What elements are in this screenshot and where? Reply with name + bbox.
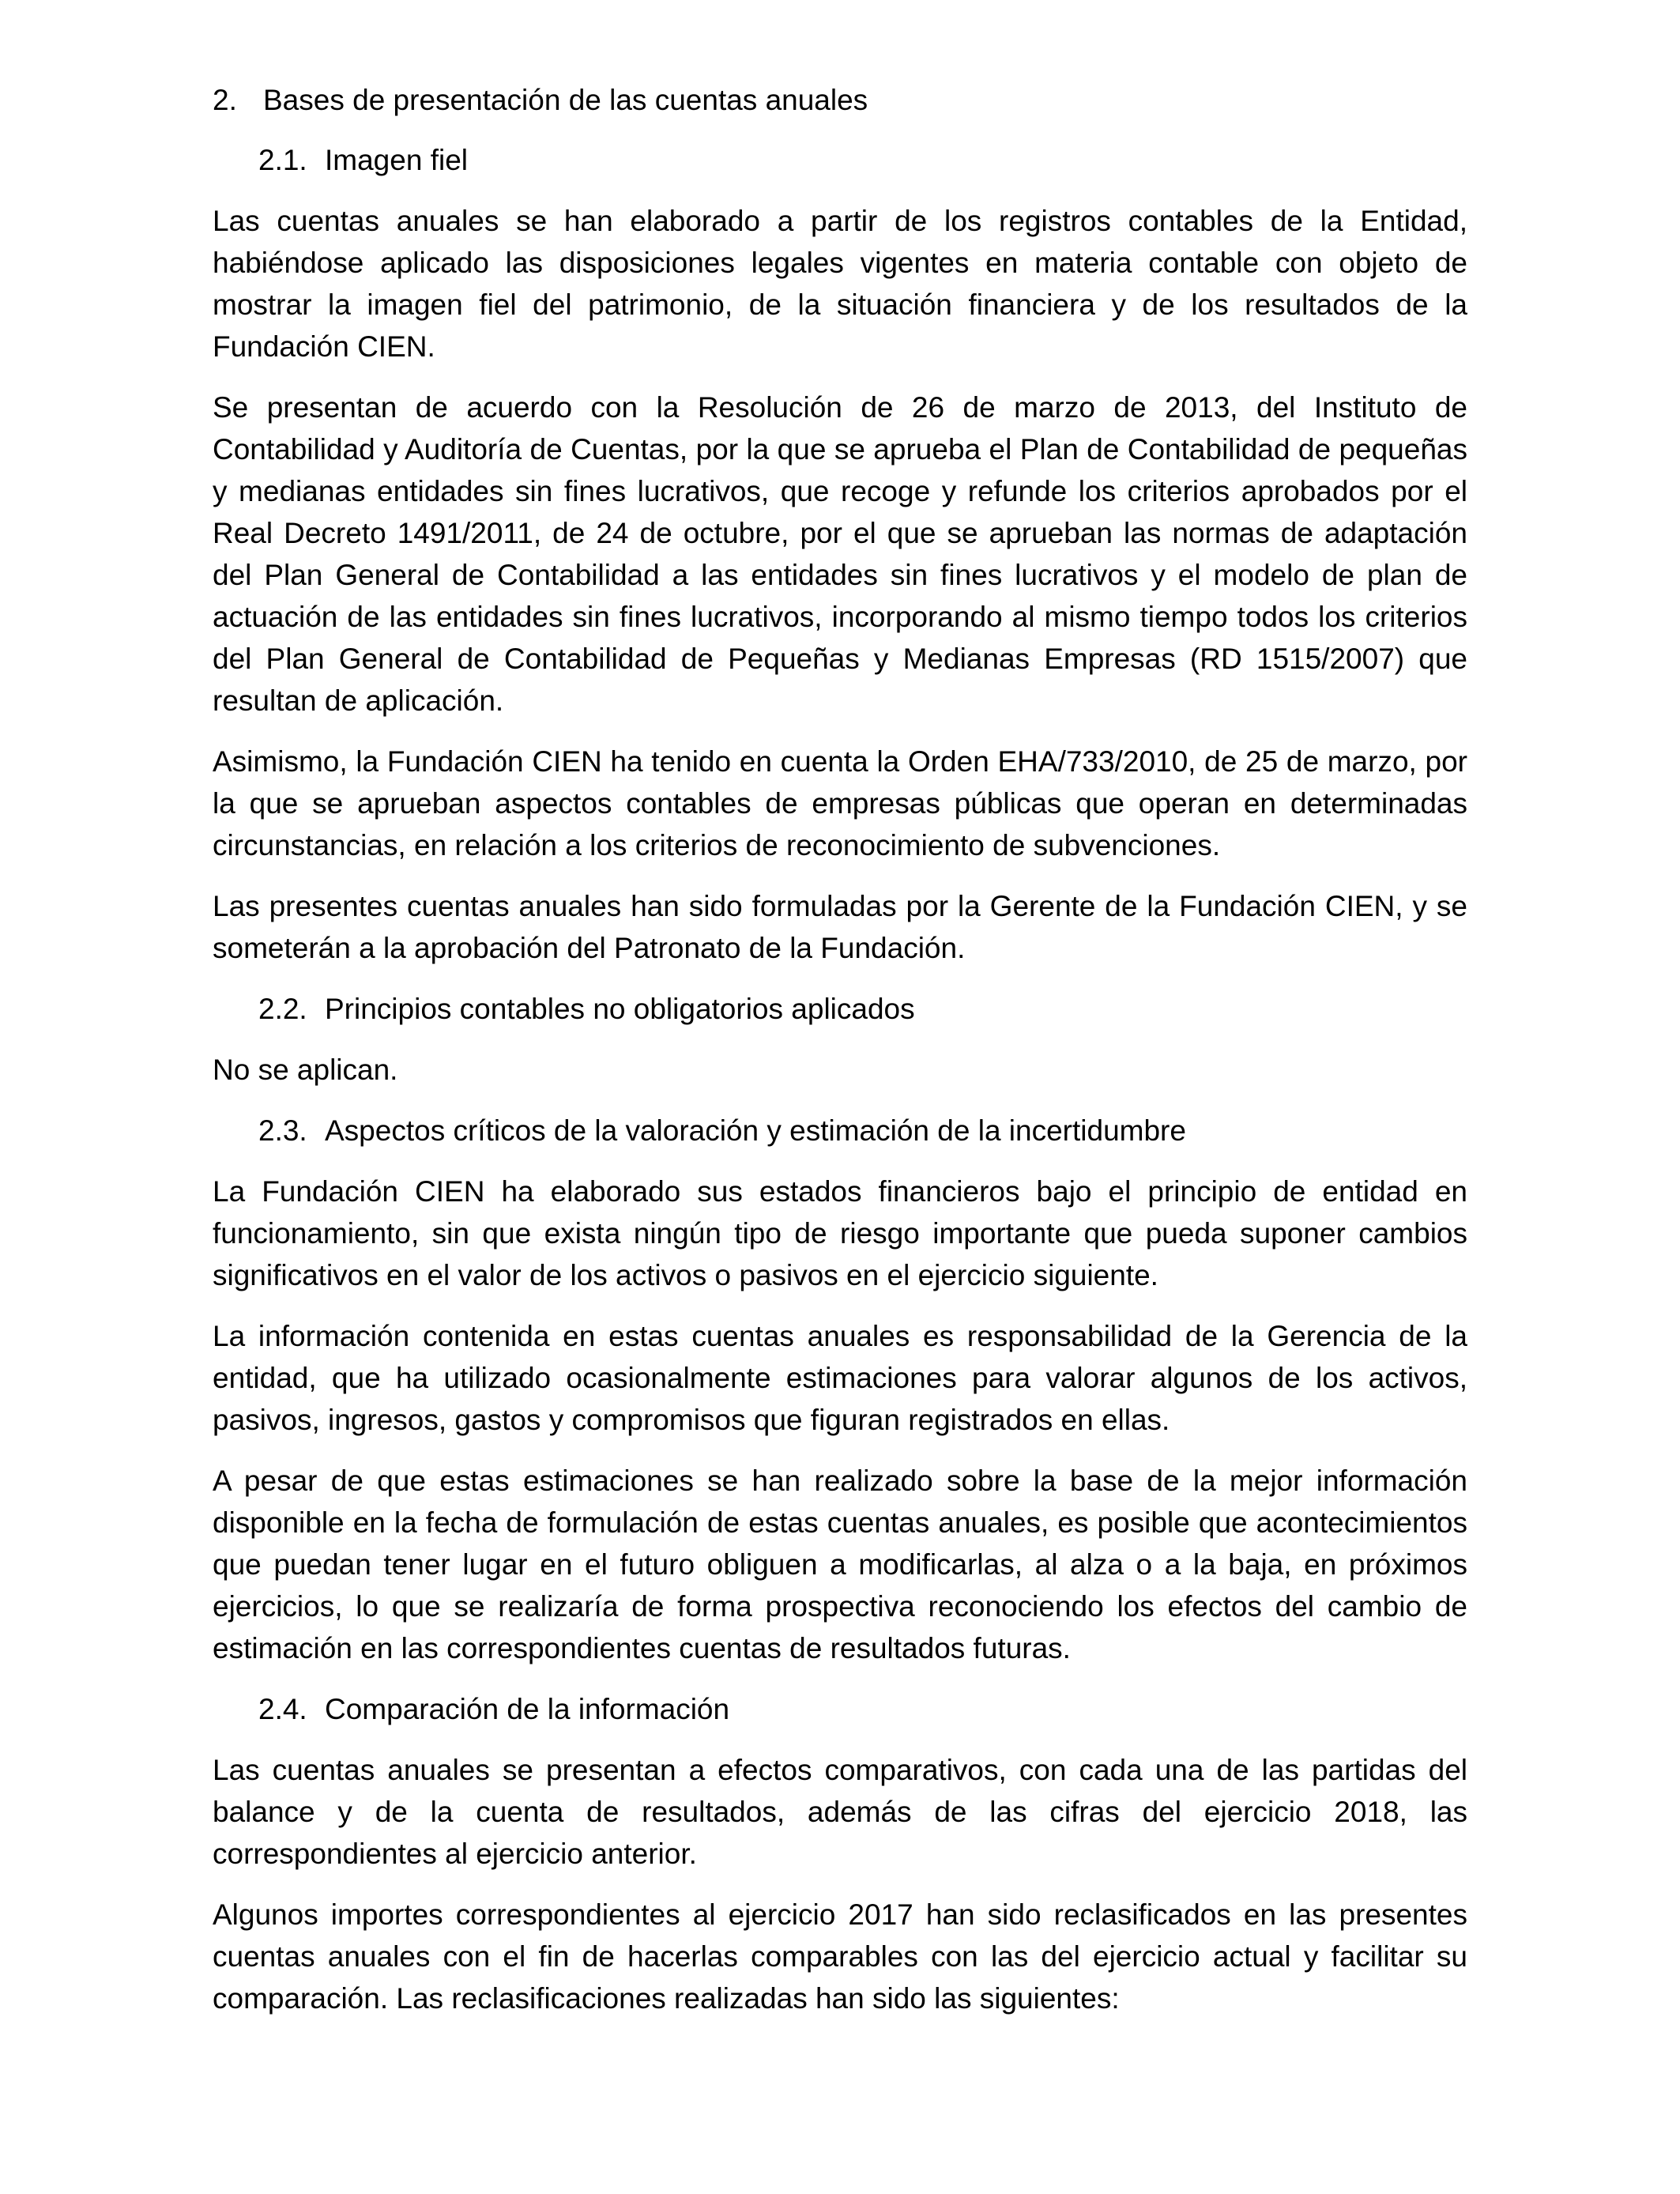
paragraph-aspectos-2: La información contenida en estas cuentas anuales es responsabilidad de la Gerencia de la entidad, que ha utilizado ocasionalmente estimaciones para valorar algunos de los activos, pasivos, ingresos, gastos y compromisos que figuran registrados en ellas. bbox=[213, 1320, 1467, 1436]
subsection-heading-2-2 bbox=[258, 988, 1467, 1030]
paragraph-aspectos-1: La Fundación CIEN ha elaborado sus estados financieros bajo el principio de entidad en funcionamiento, sin que exista ningún tipo de riesgo importante que pueda suponer cambios significativos en el valor de los activos o pasivos en el ejercicio siguiente. bbox=[213, 1175, 1467, 1291]
paragraph-imagen-fiel-2: Se presentan de acuerdo con la Resolución de 26 de marzo de 2013, del Instituto de Contabilidad y Auditoría de Cuentas, por la que se aprueba el Plan de Contabilidad de pequeñas y medianas entidades sin fines lucrativos, que recoge y refunde los criterios aprobados por el Real Decreto 1491/2011, de 24 de octubre, por el que se aprueban las normas de adaptación del Plan General de Contabilidad a las entidades sin fines lucrativos y el modelo de plan de actuación de las entidades sin fines lucrativos, incorporando al mismo tiempo todos los criterios del Plan General de Contabilidad de Pequeñas y Medianas Empresas (RD 1515/2007) que resultan de aplicación. bbox=[213, 391, 1467, 717]
section-number: 2. bbox=[213, 84, 237, 116]
subsection-number: 2.3. bbox=[258, 1114, 307, 1147]
subsection-title: Principios contables no obligatorios aplicados bbox=[325, 993, 915, 1025]
paragraph-imagen-fiel-3: Asimismo, la Fundación CIEN ha tenido en cuenta la Orden EHA/733/2010, de 25 de marzo, por la que se aprueban aspectos contables de empresas públicas que operan en determinadas circunstancias, en relación a los criterios de reconocimiento de subvenciones. bbox=[213, 745, 1467, 861]
paragraph-imagen-fiel-4: Las presentes cuentas anuales han sido formuladas por la Gerente de la Fundación CIEN, y se someterán a la aprobación del Patronato de la Fundación. bbox=[213, 890, 1467, 964]
section-title: Bases de presentación de las cuentas anuales bbox=[263, 84, 868, 116]
subsection-number: 2.1. bbox=[258, 144, 307, 176]
paragraph-comparacion-2: Algunos importes correspondientes al ejercicio 2017 han sido reclasificados en las presentes cuentas anuales con el fin de hacerlas comparables con las del ejercicio actual y facilitar su comparación. Las reclasificaciones realizadas han sido las siguientes: bbox=[213, 1898, 1467, 2015]
paragraph-comparacion-1: Las cuentas anuales se presentan a efectos comparativos, con cada una de las partidas del balance y de la cuenta de resultados, además de las cifras del ejercicio 2018, las correspondientes al ejercicio anterior. bbox=[213, 1754, 1467, 1870]
paragraph-principios: No se aplican. bbox=[213, 1054, 398, 1086]
subsection-heading-2-1 bbox=[258, 139, 1467, 181]
document-page bbox=[213, 79, 1467, 2038]
paragraph-imagen-fiel-1: Las cuentas anuales se han elaborado a partir de los registros contables de la Entidad, habiéndose aplicado las disposiciones legales vigentes en materia contable con objeto de mostrar la imagen fiel del patrimonio, de la situación financiera y de los resultados de la Fundación CIEN. bbox=[213, 205, 1467, 363]
subsection-number: 2.4. bbox=[258, 1693, 307, 1725]
subsection-heading-2-4 bbox=[258, 1688, 1467, 1730]
subsection-number: 2.2. bbox=[258, 993, 307, 1025]
paragraph-aspectos-3: A pesar de que estas estimaciones se han realizado sobre la base de la mejor información disponible en la fecha de formulación de estas cuentas anuales, es posible que acontecimientos que puedan tener lugar en el futuro obliguen a modificarlas, al alza o a la baja, en próximos ejercicios, lo que se realizaría de forma prospectiva reconociendo los efectos del cambio de estimación en las correspondientes cuentas de resultados futuras. bbox=[213, 1465, 1467, 1664]
subsection-title: Imagen fiel bbox=[325, 144, 468, 176]
subsection-title: Comparación de la información bbox=[325, 1693, 730, 1725]
subsection-heading-2-3 bbox=[258, 1110, 1467, 1152]
subsection-title: Aspectos críticos de la valoración y estimación de la incertidumbre bbox=[325, 1114, 1186, 1147]
section-heading-2 bbox=[213, 79, 1467, 121]
